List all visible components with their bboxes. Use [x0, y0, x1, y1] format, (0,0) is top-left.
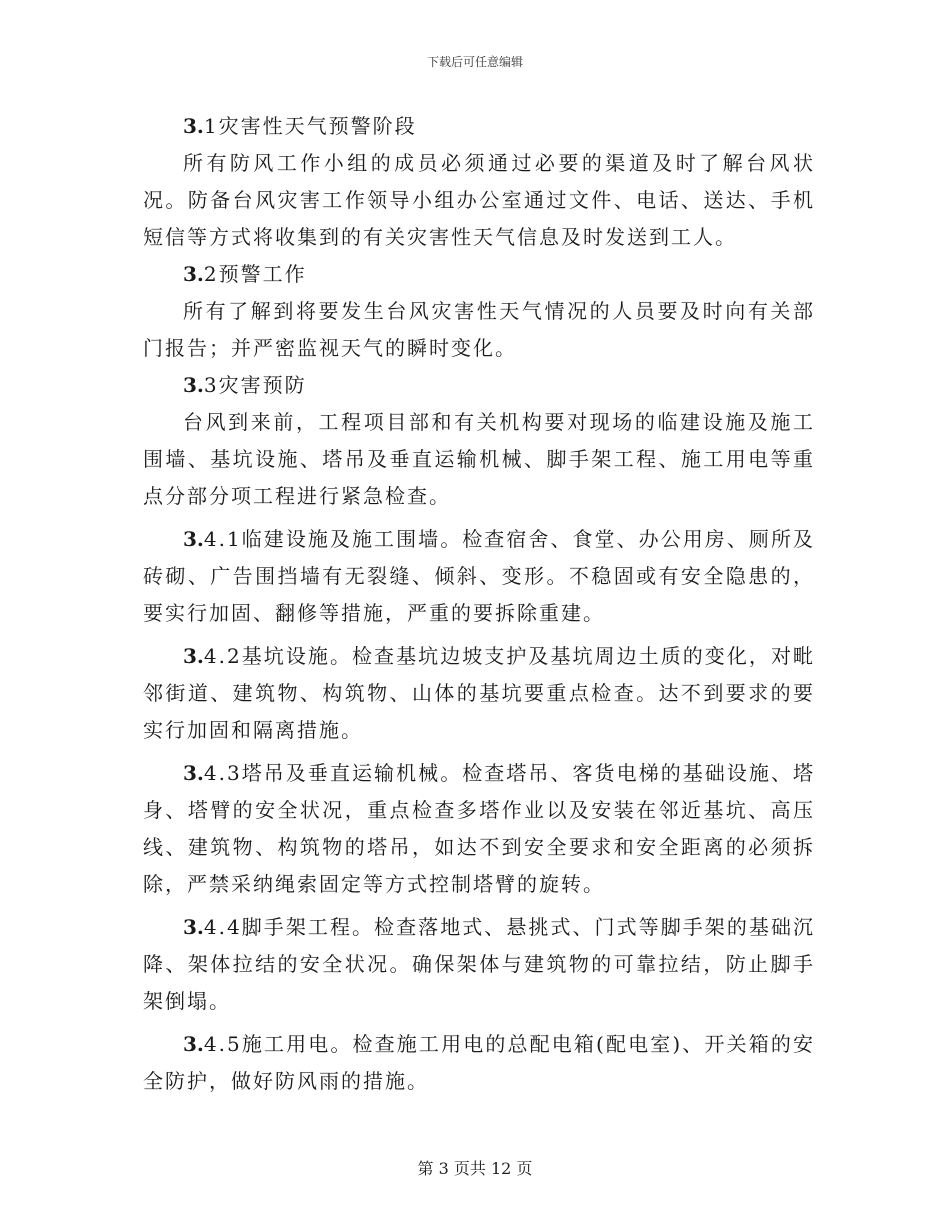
section-title: 2预警工作 [203, 262, 307, 286]
subsection-text: 4.5施工用电。检查施工用电的总配电箱(配电室)、开关箱的安全防护，做好防风雨的措施。 [143, 1032, 815, 1093]
section-heading-3-1 [143, 108, 815, 145]
subsection-3-4-1 [143, 521, 815, 632]
section-number: 3. [183, 761, 204, 785]
page-header: 下载后可任意编辑 [426, 55, 523, 69]
section-heading-3-3 [143, 367, 815, 404]
section-title: 3灾害预防 [203, 373, 307, 397]
subsection-3-4-2 [143, 638, 815, 749]
subsection-text: 4.4脚手架工程。检查落地式、悬挑式、门式等脚手架的基础沉降、架体拉结的安全状况。确保架体与建筑物的可靠拉结，防止脚手架倒塌。 [143, 915, 815, 1013]
section-number: 3. [183, 114, 204, 138]
document-body [143, 108, 815, 1100]
paragraph: 台风到来前，工程项目部和有关机构要对现场的临建设施及施工围墙、基坑设施、塔吊及垂直运输机械、脚手架工程、施工用电等重点分部分项工程进行紧急检查。 [143, 410, 815, 508]
subsection-text: 4.1临建设施及施工围墙。检查宿舍、食堂、办公用房、厕所及砖砌、广告围挡墙有无裂缝、倾斜、变形。不稳固或有安全隐患的，要实行加固、翻修等措施，严重的要拆除重建。 [143, 527, 815, 625]
section-number: 3. [183, 915, 204, 939]
paragraph: 所有防风工作小组的成员必须通过必要的渠道及时了解台风状况。防备台风灾害工作领导小组办公室通过文件、电话、送达、手机短信等方式将收集到的有关灾害性天气信息及时发送到工人。 [143, 151, 815, 249]
section-number: 3. [183, 644, 204, 668]
subsection-3-4-4 [143, 909, 815, 1020]
subsection-3-4-3 [143, 755, 815, 903]
section-title: 1灾害性天气预警阶段 [203, 114, 417, 138]
paragraph: 所有了解到将要发生台风灾害性天气情况的人员要及时向有关部门报告；并严密监视天气的瞬时变化。 [143, 299, 815, 360]
subsection-text: 4.3塔吊及垂直运输机械。检查塔吊、客货电梯的基础设施、塔身、塔臂的安全状况，重点检查多塔作业以及安装在邻近基坑、高压线、建筑物、构筑物的塔吊，如达不到安全要求和安全距离的必须拆除，严禁采纳绳索固定等方式控制塔臂的旋转。 [143, 761, 815, 896]
subsection-3-4-5 [143, 1026, 815, 1100]
section-number: 3. [183, 527, 204, 551]
subsection-text: 4.2基坑设施。检查基坑边坡支护及基坑周边土质的变化，对毗邻街道、建筑物、构筑物、山体的基坑要重点检查。达不到要求的要实行加固和隔离措施。 [143, 644, 815, 742]
section-number: 3. [183, 1032, 204, 1056]
section-number: 3. [183, 373, 204, 397]
section-number: 3. [183, 262, 204, 286]
page-footer: 第 3 页共 12 页 [417, 1159, 533, 1178]
section-heading-3-2 [143, 256, 815, 293]
